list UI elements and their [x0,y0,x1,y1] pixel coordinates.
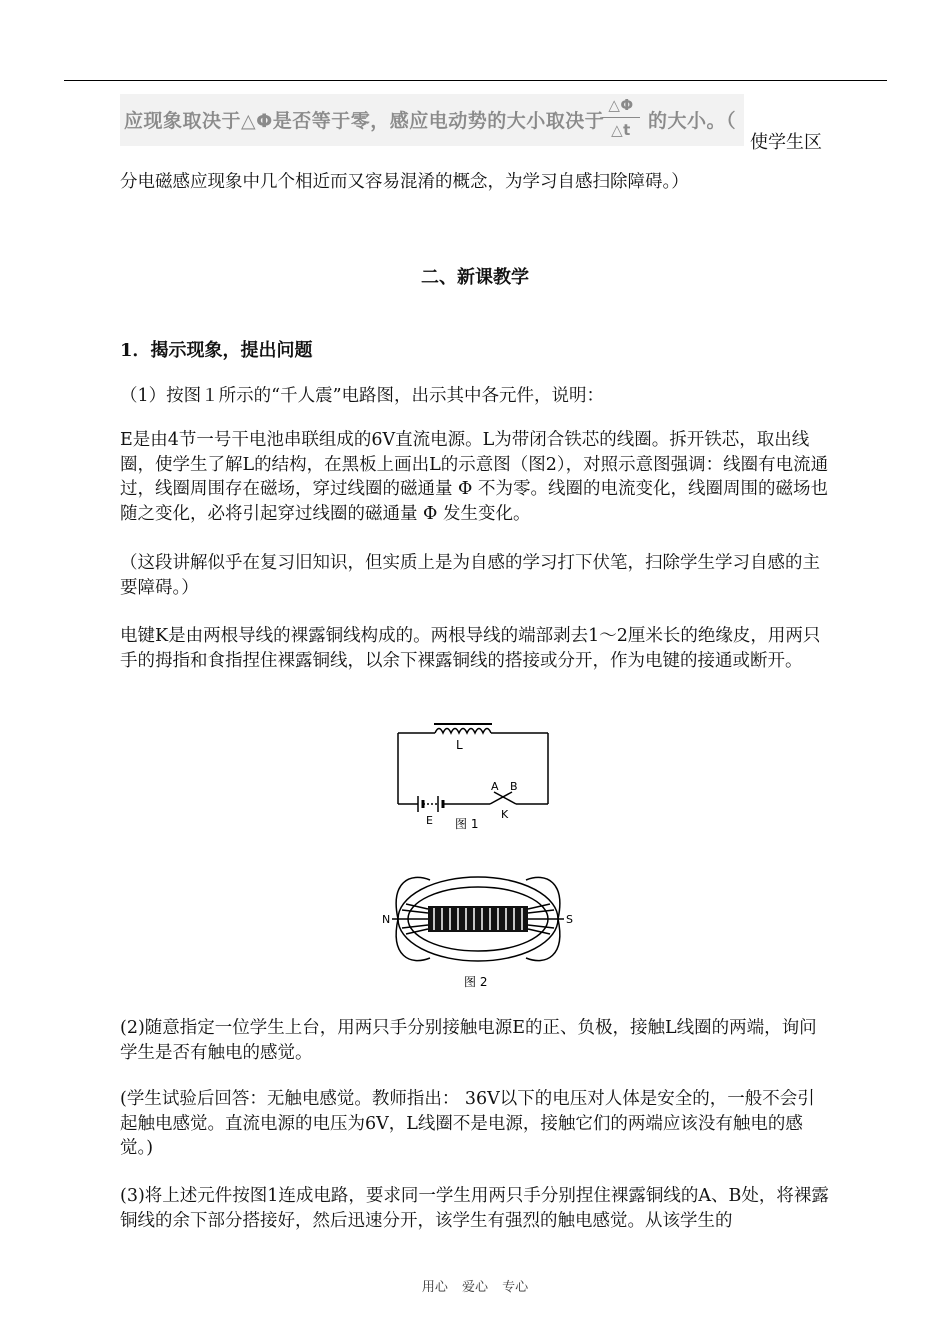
figure-1-label-l: L [456,738,463,752]
header-rule [64,80,887,81]
fraction-denominator: △t [611,121,631,139]
fraction-bar [602,117,640,118]
solenoid-core [428,906,528,932]
figure-2-label-s: S [566,913,573,926]
figure-2-label-n: N [382,913,391,926]
item-3: (3)将上述元件按图1连成电路，要求同一学生用两只手分别捏住裸露铜线的A、B处，将裸露铜线的余下部分搭接好，然后迅速分开，该学生有强烈的触电感觉。从该学生的 [120,1186,829,1231]
figure-1-caption: 图 1 [455,817,479,831]
paragraph-answer: (学生试验后回答：无触电感觉。教师指出： 36V以下的电压对人体是安全的，一般不会引起触电感觉。直流电源的电压为6V，L线圈不是电源，接触它们的两端应该没有触电的感觉。) [120,1089,815,1159]
figure-1-label-k: K [501,808,509,821]
paragraph-note: （这段讲解似乎在复习旧知识，但实质上是为自感的学习打下伏笔，扫除学生学习自感的主要障碍。） [120,553,820,598]
page-footer: 用心 爱心 专心 [421,1280,529,1295]
fragment-text-2: 的大小。（ [648,110,737,132]
fragment-text-1: 应现象取决于△Φ是否等于零，感应电动势的大小取决于 [124,110,605,132]
fragment-tail: 使学生区 [750,132,822,153]
section-heading: 二、新课教学 [421,267,529,288]
item-1: （1）按图１所示的“千人震”电路图，出示其中各元件，说明： [120,386,605,406]
fraction-numerator: △Φ [608,96,634,114]
figure-1-label-e: E [426,814,433,827]
delta-phi-over-delta-t-fraction [598,96,644,139]
figure-1-label-a: A [491,780,499,793]
figure-2-caption: 图 2 [464,975,488,989]
figure-1-circuit [390,718,560,836]
subheading-1: 1．揭示现象，提出问题 [120,340,313,361]
paragraph-intro-end: 分电磁感应现象中几个相近而又容易混淆的概念，为学习自感扫除障碍。） [120,172,689,192]
figure-1-label-b: B [510,780,518,793]
item-2: (2)随意指定一位学生上台，用两只手分别接触电源E的正、负极，接触L线圈的两端，询问学生是否有触电的感觉。 [120,1018,817,1063]
embedded-text-image [120,94,744,146]
paragraph-e: E是由4节一号干电池串联组成的6V直流电源。L为带闭合铁芯的线圈。拆开铁芯，取出线圈，使学生了解L的结构，在黑板上画出L的示意图（图2），对照示意图强调：线圈有电流通过，线圈周围存在磁场，穿过线圈的磁通量 Φ 不为零。线圈的电流变化，线圈周围的磁场也随之变化，必将引起穿过线圈的磁通量 Φ 发生变化。 [120,430,829,524]
paragraph-k: 电键K是由两根导线的裸露铜线构成的。两根导线的端部剥去1～2厘米长的绝缘皮，用两只手的拇指和食指捏住裸露铜线，以余下裸露铜线的搭接或分开，作为电键的接通或断开。 [120,626,821,671]
figure-2-solenoid [380,862,576,992]
